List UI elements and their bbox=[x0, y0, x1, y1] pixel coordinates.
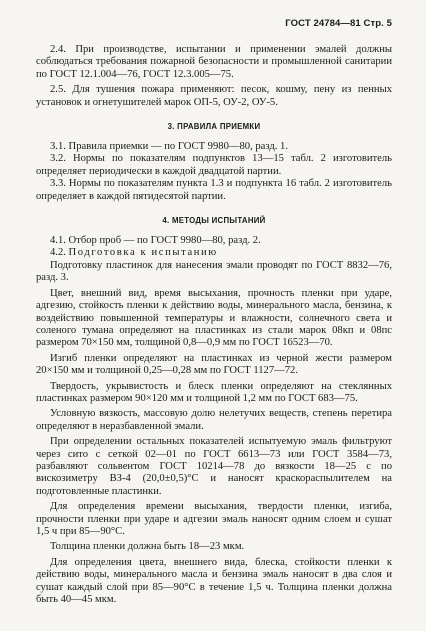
paragraph-plate-prep: Подготовку пластинок для нанесения эмали проводят по ГОСТ 8832—76, разд. 3. bbox=[36, 259, 392, 284]
paragraph-4-2 bbox=[36, 247, 392, 259]
paragraph-2-4: 2.4. При производстве, испытании и применении эмалей должны соблюдаться требования пожарной безопасности и промышленной санитарии по ГОСТ 12.1.004—76, ГОСТ 12.3.005—75. bbox=[36, 44, 392, 80]
paragraph-3-1: 3.1. Правила приемки — по ГОСТ 9980—80, разд. 1. bbox=[50, 141, 288, 153]
paragraph-2-5: 2.5. Для тушения пожара применяют: песок, кошму, пену из пенных установок и огнетушителей марок ОП-5, ОУ-2, ОУ-5. bbox=[36, 84, 392, 108]
paragraph-glass-plates: Твердость, укрывистость и блеск пленки определяют на стеклянных пластинках размером 90×120 мм и толщиной 1,2 мм по ГОСТ 683—75. bbox=[36, 380, 392, 404]
paragraph-4-2-number: 4.2. bbox=[50, 247, 66, 259]
paragraph-filtering: При определении остальных показателей испытуемую эмаль фильтруют через сито с сеткой 02—01 по ГОСТ 6613—73 или ГОСТ 3584—73, разбавляют сольвентом ГОСТ 10214—78 до вязкости 18—25 с по вискозиметру ВЗ-4 (20,0±0,5)°С и наносят краскораспылителем на подготовленные пластинки. bbox=[36, 436, 392, 497]
paragraph-bend-test: Изгиб пленки определяют на пластинках из черной жести размером 20×150 мм и толщиной 0,25—0,28 мм по ГОСТ 1127—72. bbox=[36, 352, 392, 377]
paragraph-drying: Для определения времени высыхания, твердости пленки, изгиба, прочности пленки при ударе и адгезии эмаль наносят одним слоем и сушат 1,5 ч при 85—90°С. bbox=[36, 501, 392, 537]
paragraph-4-2-title: Подготовка к испытанию bbox=[68, 247, 218, 259]
paragraph-two-layers: Для определения цвета, внешнего вида, блеска, стойкости пленки к действию воды, минерального масла и бензина эмаль наносят в два слоя и сушат каждый слой при 85—90°С в течение 1,5 ч. Толщина пленки должна быть 40—45 мкм. bbox=[36, 556, 392, 606]
document-body bbox=[36, 44, 392, 606]
paragraph-3-3: 3.3. Нормы по показателям пункта 1.3 и подпункта 16 табл. 2 изготовитель определяет в каждой пятидесятой партии. bbox=[36, 178, 392, 202]
paragraph-viscosity: Условную вязкость, массовую долю нелетучих веществ, степень перетира определяют в неразбавленной эмали. bbox=[36, 408, 392, 432]
page-header: ГОСТ 24784—81 Стр. 5 bbox=[285, 18, 392, 29]
paragraph-4-1: 4.1. Отбор проб — по ГОСТ 9980—80, разд. 2. bbox=[50, 235, 261, 247]
section-heading-4: 4. МЕТОДЫ ИСПЫТАНИЙ bbox=[162, 216, 266, 226]
section-heading-3: 3. ПРАВИЛА ПРИЕМКИ bbox=[167, 122, 261, 132]
paragraph-3-2: 3.2. Нормы по показателям подпунктов 13—15 табл. 2 изготовитель определяет периодически в каждой двадцатой партии. bbox=[36, 153, 392, 177]
paragraph-steel-plates: Цвет, внешний вид, время высыхания, прочность пленки при ударе, адгезию, стойкость пленки к действию воды, минерального масла, бензина, к воздействию повышенной температуры и влажности, солнечного света и соленого тумана определяют на пластинках из стали марок 08кп и 08пс размером 70×150 мм, толщиной 0,8—0,9 мм по ГОСТ 16523—70. bbox=[36, 287, 392, 349]
paragraph-film-thickness: Толщина пленки должна быть 18—23 мкм. bbox=[50, 541, 245, 553]
